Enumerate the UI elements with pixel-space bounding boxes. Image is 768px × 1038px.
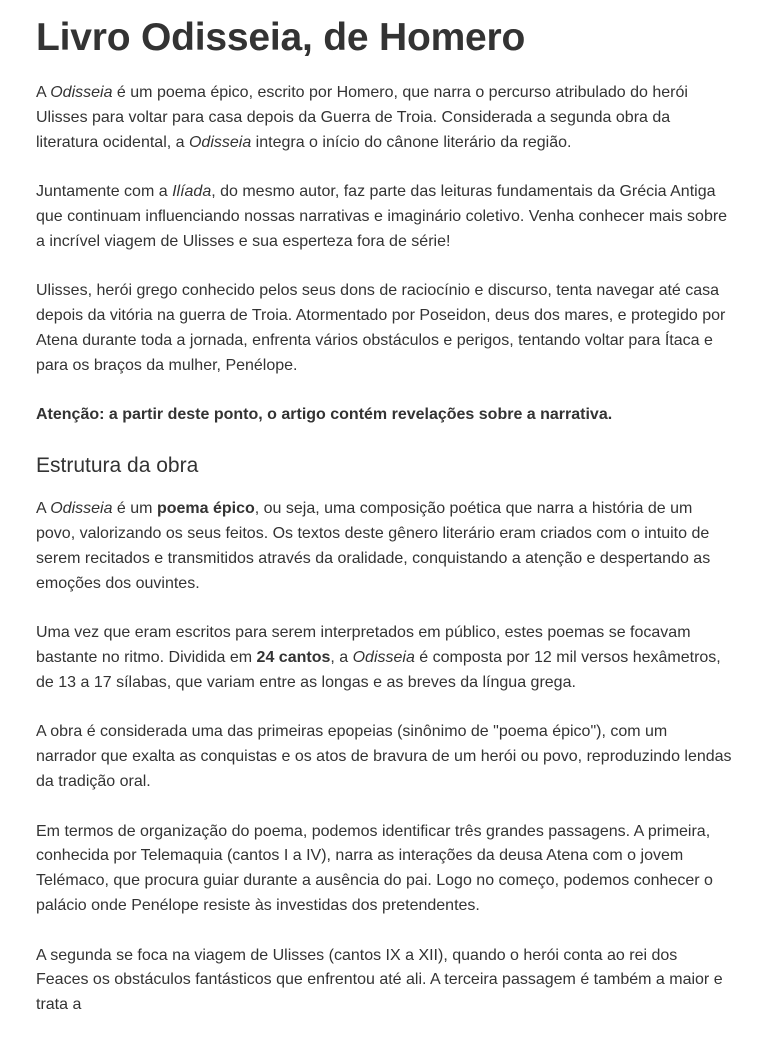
- paragraph: [36, 279, 732, 378]
- article: [0, 14, 768, 1038]
- paragraph-text: A: [36, 500, 51, 518]
- bold-text: Atenção: a partir deste ponto, o artigo contém revelações sobre a narrativa.: [36, 406, 613, 424]
- paragraph-text: A obra é considerada uma das primeiras epopeias (sinônimo de "poema épico"), com um narrador que exalta as conquistas e os atos de bravura de um herói ou povo, reproduzindo lendas da tradição oral.: [36, 723, 732, 790]
- intro-paragraphs: [36, 81, 732, 428]
- paragraph-text: A: [36, 84, 51, 101]
- paragraph-text: é um: [112, 500, 157, 518]
- paragraph: [36, 720, 732, 794]
- paragraph: [36, 621, 732, 695]
- section-title: Estrutura da obra: [36, 454, 199, 478]
- paragraph-text: , do mesmo autor, faz parte das leituras fundamentais da Grécia Antiga que continuam influenciando nossas narrativas e imaginário coletivo. Venha conhecer mais sobre a incrível viagem de Ulisses e sua esperteza fora de série!: [36, 183, 728, 250]
- paragraph-text: Ulisses, herói grego conhecido pelos seus dons de raciocínio e discurso, tenta navegar até casa depois da vitória na guerra de Troia. Atormentado por Poseidon, deus dos mares, e protegido por Atena durante toda a jornada, enfrenta vários obstáculos e perigos, tentando voltar para Ítaca e para os braços da mulher, Penélope.: [36, 282, 726, 374]
- italic-text: Odisseia: [50, 84, 113, 101]
- paragraph-text: , ou seja, uma composição poética que narra a história de um povo, valorizando os seus feitos. Os textos deste gênero literário eram criados com o intuito de serem recitados e transmitidos através da oralidade, conquistando a atenção e despertando as emoções dos ouvintes.: [36, 500, 711, 592]
- paragraph-text: Uma vez que eram escritos para serem interpretados em público, estes poemas se focavam bastante no ritmo. Dividida em: [36, 624, 691, 666]
- paragraph: [36, 944, 732, 1018]
- paragraph: [36, 81, 732, 155]
- paragraph-text: , a: [330, 648, 353, 666]
- paragraph-text: Em termos de organização do poema, podemos identificar três grandes passagens. A primeira, conhecida por Telemaquia (cantos I a IV), narra as interações da deusa Atena com o jovem Telémaco, que procura guiar durante a ausência do pai. Logo no começo, podemos conhecer o palácio onde Penélope resiste às investidas dos pretendentes.: [36, 822, 713, 914]
- bold-text: poema épico: [156, 500, 255, 518]
- italic-text: Ilíada: [172, 183, 212, 201]
- paragraph-text: A segunda se foca na viagem de Ulisses (cantos IX a XII), quando o herói conta ao rei dos Feaces os obstáculos fantásticos que enfrentou até ali. A terceira passagem é também a maior e trata a: [36, 946, 723, 1014]
- section-paragraphs: [36, 497, 732, 1018]
- paragraph-text: é um poema épico, escrito por Homero, que narra o percurso atribulado do herói Ulisses para voltar para casa depois da Guerra de Troia. Considerada a segunda obra da literatura ocidental, a: [36, 84, 688, 151]
- italic-text: Odisseia: [352, 648, 415, 666]
- paragraph-text: é composta por 12 mil versos hexâmetros, de 13 a 17 sílabas, que variam entre as longas e as breves da língua grega.: [36, 648, 721, 691]
- bold-text: 24 cantos: [256, 648, 331, 666]
- paragraph: [36, 403, 732, 428]
- paragraph: [36, 820, 732, 919]
- page-title: Livro Odisseia, de Homero: [36, 16, 526, 59]
- paragraph-text: integra o início do cânone literário da região.: [251, 133, 572, 151]
- italic-text: Odisseia: [188, 133, 252, 151]
- paragraph: [36, 180, 732, 254]
- paragraph-text: Juntamente com a: [36, 183, 173, 201]
- paragraph: [36, 497, 732, 596]
- italic-text: Odisseia: [50, 500, 113, 518]
